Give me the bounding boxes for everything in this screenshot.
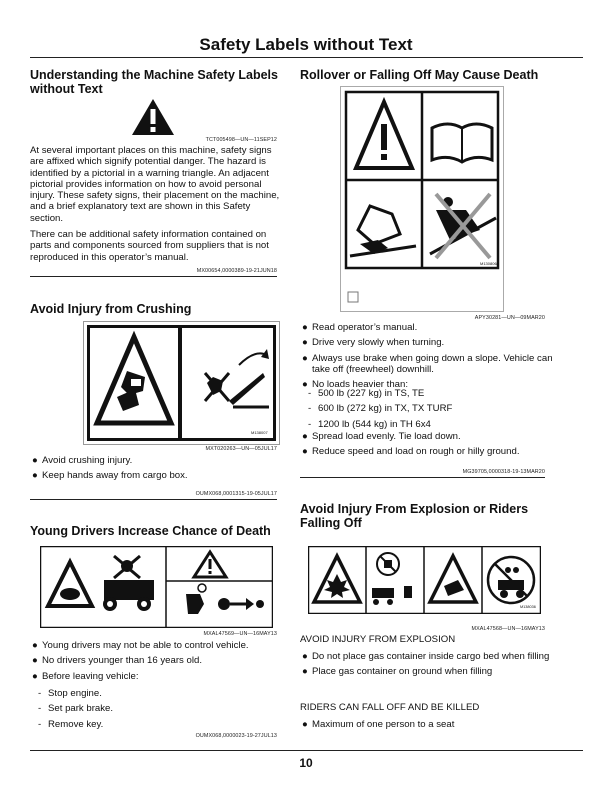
- sec1-heading: Understanding the Machine Safety Labels without Text: [30, 68, 278, 96]
- sec3-heading: Young Drivers Increase Chance of Death: [30, 524, 271, 538]
- sec5-bullets1: [300, 651, 550, 682]
- sec1-ref: MX00654,0000389-19-21JUN18: [196, 268, 277, 274]
- list-item: - 500 lb (227 kg) in TS, TE: [308, 388, 425, 399]
- list-item: ● Drive very slowly when turning.: [302, 337, 445, 349]
- sec4-bullets: [300, 322, 562, 394]
- sec5-img-ref: MXAL47568—UN—16MAY13: [471, 626, 545, 632]
- sec5-subheading-riders: RIDERS CAN FALL OFF AND BE KILLED: [300, 702, 480, 713]
- list-item: ● No drivers younger than 16 years old.: [32, 655, 202, 667]
- list-item: - Remove key.: [38, 718, 104, 730]
- list-item: ● Maximum of one person to a seat: [302, 719, 455, 730]
- page-number: 10: [299, 756, 313, 770]
- list-item: - 1200 lb (544 kg) in TH 6x4: [308, 418, 431, 430]
- young-drivers-safety-label: [40, 546, 273, 628]
- sec4-dashes: [306, 388, 562, 434]
- sec5-label-code: M138036: [520, 605, 536, 609]
- list-item: ● Always use brake when going down a slope. Vehicle can take off (freewheel) downhill.: [302, 352, 553, 375]
- sec1-para2: There can be additional safety information contained on parts and components sourced from suppliers that is not reproduced in this operator’s manual.: [30, 229, 269, 263]
- list-item: ● Place gas container on ground when filling: [302, 666, 493, 678]
- list-item: ● Reduce speed and load on rough or hilly ground.: [302, 446, 520, 458]
- sec2-rule: [30, 499, 277, 500]
- sec4-heading: Rollover or Falling Off May Cause Death: [300, 68, 539, 82]
- sec4-bullets2: [300, 431, 562, 462]
- list-item: ● Before leaving vehicle:: [32, 670, 139, 682]
- sec3-bullets: [30, 640, 280, 686]
- list-item: ● No loads heavier than:: [302, 379, 408, 391]
- crushing-safety-label: [83, 321, 280, 445]
- sec2-img-ref: MXT020263—UN—05JUL17: [205, 446, 277, 452]
- sec2-heading: Avoid Injury from Crushing: [30, 302, 192, 316]
- list-item: ● Do not place gas container inside cargo bed when filling: [302, 651, 550, 662]
- sec3-ref: OUMX068,0000023-19-27JUL13: [195, 733, 277, 739]
- sec3-dashes: [36, 688, 276, 734]
- sec1-rule: [30, 276, 277, 277]
- list-item: ● Spread load evenly. Tie load down.: [302, 431, 461, 442]
- sec2-label-code: M138007: [251, 430, 268, 435]
- list-item: - Set park brake.: [38, 703, 114, 715]
- list-item: ● Read operator’s manual.: [302, 322, 418, 333]
- page-title: Safety Labels without Text: [199, 35, 413, 54]
- sec5-subheading-explosion: AVOID INJURY FROM EXPLOSION: [300, 634, 456, 645]
- rollover-safety-label: [340, 86, 504, 312]
- list-item: ● Avoid crushing injury.: [32, 455, 133, 466]
- sec4-rule: [300, 477, 545, 478]
- sec1-img-ref: TCT005498—UN—11SEP12: [205, 137, 277, 143]
- sec4-ref: MG39705,0000318-19-13MAR20: [462, 469, 545, 475]
- list-item: - Stop engine.: [38, 688, 102, 699]
- list-item: ● Young drivers may not be able to control vehicle.: [32, 640, 249, 651]
- sec2-ref: OUMX068,0001315-19-05JUL17: [195, 491, 277, 497]
- sec3-img-ref: MXAL47569—UN—16MAY13: [203, 631, 277, 637]
- sec1-para1: At several important places on this machine, safety signs are affixed which signify potential danger. The hazard is identified by a pictorial in a warning triangle. An adjacent pictorial provides information on how to avoid personal injury. These safety signs, their placement on the machine, and a brief explanatory text are shown in this Safety section.: [30, 145, 280, 224]
- title-rule: [30, 57, 583, 58]
- sec5-bullets2: [300, 719, 562, 734]
- list-item: ● Keep hands away from cargo box.: [32, 470, 188, 482]
- sec2-bullets: [30, 455, 280, 486]
- warning-triangle-icon: [131, 98, 175, 136]
- list-item: - 600 lb (272 kg) in TX, TX TURF: [308, 403, 453, 415]
- explosion-riders-safety-label: [308, 546, 541, 614]
- sec4-label-code: M1308064: [480, 261, 499, 266]
- footer-rule: [30, 750, 583, 751]
- sec5-heading: Avoid Injury From Explosion or Riders Falling Off: [300, 502, 529, 530]
- sec4-img-ref: APY30281—UN—09MAR20: [474, 315, 545, 321]
